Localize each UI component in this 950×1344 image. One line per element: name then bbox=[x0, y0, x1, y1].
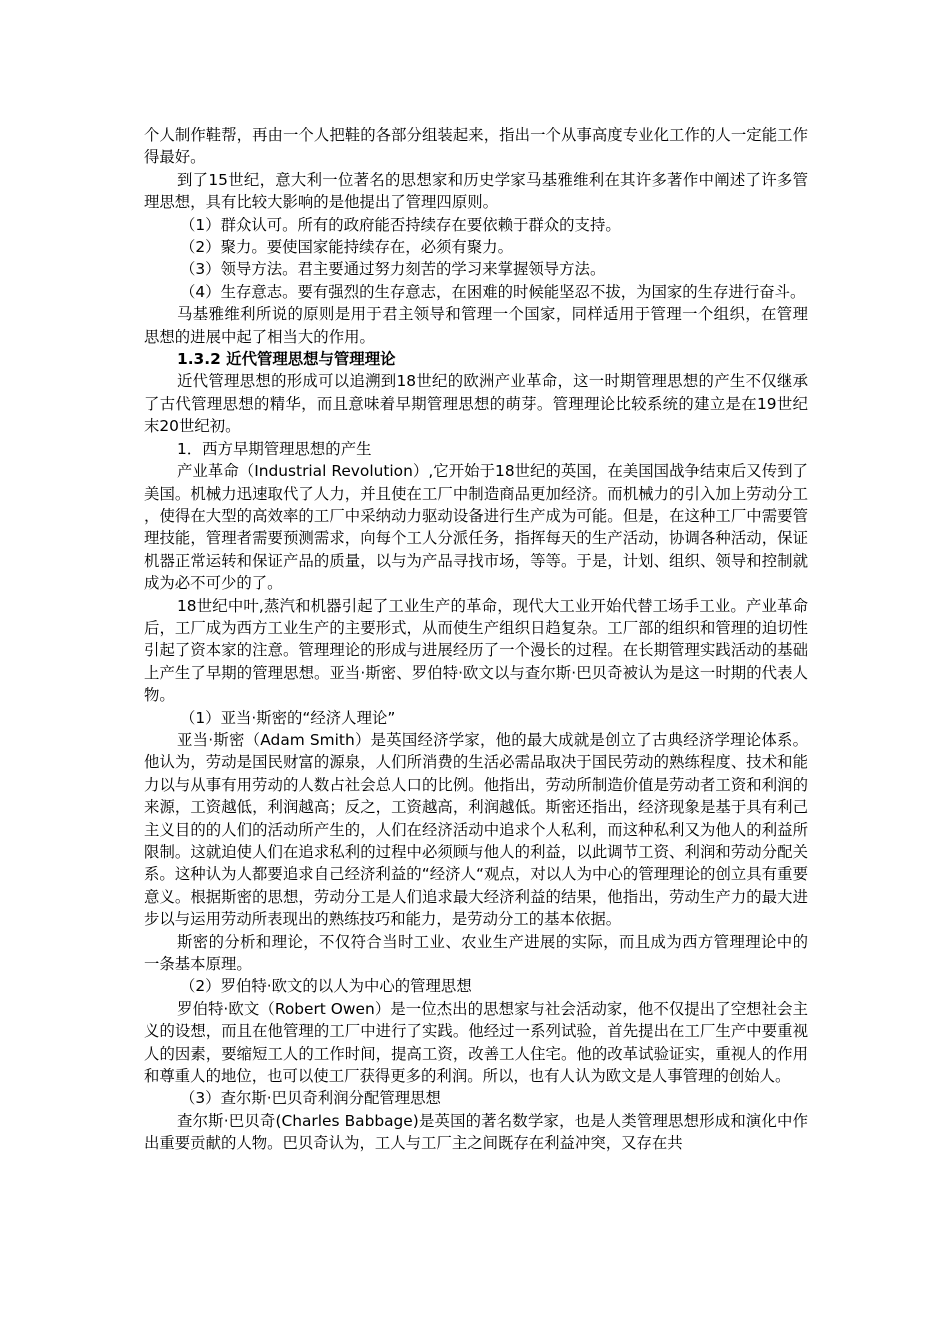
paragraph: 查尔斯·巴贝奇(Charles Babbage)是英国的著名数学家，也是人类管理思想形成和演化中作出重要贡献的人物。巴贝奇认为，工人与工厂主之间既存在利益冲突，又存在共 bbox=[144, 1111, 808, 1153]
paragraph: 18世纪中叶,蒸汽和机器引起了工业生产的革命，现代大工业开始代替工场手工业。产业革命后，工厂成为西方工业生产的主要形式，从而使生产组织日趋复杂。工厂部的组织和管理的迫切性引起了资本家的注意。管理理论的形成与进展经历了一个漫长的过程。在长期管理实践活动的基础上产生了早期的管理思想。亚当·斯密、罗伯特·欧文以与查尔斯·巴贝奇被认为是这一时期的代表人物。 bbox=[144, 596, 808, 705]
paragraph: 罗伯特·欧文（Robert Owen）是一位杰出的思想家与社会活动家，他不仅提出了空想社会主义的设想，而且在他管理的工厂中进行了实践。他经过一系列试验，首先提出在工厂生产中要重视人的因素，要缩短工人的工作时间，提高工资，改善工人住宅。他的改革试验证实，重视人的作用和尊重人的地位，也可以使工厂获得更多的利润。所以，也有人认为欧文是人事管理的创始人。 bbox=[144, 999, 808, 1086]
subsection-heading: （1）亚当·斯密的“经济人理论” bbox=[180, 708, 396, 727]
document-page bbox=[144, 124, 808, 1155]
list-item: （4）生存意志。要有强烈的生存意志，在困难的时候能坚忍不拔，为国家的生存进行奋斗。 bbox=[180, 282, 806, 301]
paragraph: 到了15世纪，意大利一位著名的思想家和历史学家马基雅维利在其许多著作中阐述了许多管理思想，具有比较大影响的是他提出了管理四原则。 bbox=[144, 170, 808, 212]
paragraph: 个人制作鞋帮，再由一个人把鞋的各部分组装起来，指出一个从事高度专业化工作的人一定能工作得最好。 bbox=[144, 126, 808, 167]
paragraph: 产业革命（Industrial Revolution）,它开始于18世纪的英国，在美国国战争结束后又传到了美国。机械力迅速取代了人力，并且使在工厂中制造商品更加经济。而机械力的引入加上劳动分工，使得在大型的高效率的工厂中采纳动力驱动设备进行生产成为可能。但是，在这种工厂中需要管理技能，管理者需要预测需求，向每个工人分派任务，指挥每天的生产活动，协调各种活动，保证机器正常运转和保证产品的质量，以与为产品寻找市场，等等。于是，计划、组织、领导和控制就成为必不可少的了。 bbox=[144, 462, 808, 593]
list-item: （1）群众认可。所有的政府能否持续存在要依赖于群众的支持。 bbox=[180, 215, 621, 234]
paragraph: 近代管理思想的形成可以追溯到18世纪的欧洲产业革命，这一时期管理思想的产生不仅继承了古代管理思想的精华，而且意味着早期管理思想的萌芽。管理理论比较系统的建立是在19世纪末20世纪初。 bbox=[144, 372, 808, 436]
list-item: （2）聚力。要使国家能持续存在，必须有聚力。 bbox=[180, 238, 513, 257]
paragraph: 马基雅维利所说的原则是用于君主领导和管理一个国家，同样适用于管理一个组织，在管理思想的进展中起了相当大的作用。 bbox=[144, 305, 808, 346]
paragraph: 亚当·斯密（Adam Smith）是英国经济学家，他的最大成就是创立了古典经济学理论体系。他认为，劳动是国民财富的源泉，人们所消费的生活必需品取决于国民劳动的熟练程度、技术和能力以与从事有用劳动的人数占社会总人口的比例。他指出，劳动所制造价值是劳动者工资和利润的来源，工资越低，利润越高；反之，工资越高，利润越低。斯密还指出，经济现象是基于具有利己主义目的的人们的活动所产生的，人们在经济活动中追求个人私利，而这种私利又为他人的利益所限制。这就迫使人们在追求私利的过程中必须顾与他人的利益，以此调节工资、利润和劳动分配关系。这种认为人都要追求自己经济利益的“经济人“观点，对以人为中心的管理理论的创立具有重要意义。根据斯密的思想，劳动分工是人们追求最大经济利益的结果，他指出，劳动生产力的最大进步以与运用劳动所表现出的熟练技巧和能力，是劳动分工的基本依据。 bbox=[144, 730, 809, 929]
section-heading: 1.3.2 近代管理思想与管理理论 bbox=[177, 350, 396, 369]
subsection-heading: （3）查尔斯·巴贝奇利润分配管理思想 bbox=[180, 1089, 441, 1108]
subsection-heading: 1．西方早期管理思想的产生 bbox=[177, 439, 372, 458]
subsection-heading: （2）罗伯特·欧文的以人为中心的管理思想 bbox=[180, 977, 472, 996]
list-item: （3）领导方法。君主要通过努力刻苦的学习来掌握领导方法。 bbox=[180, 260, 606, 279]
paragraph: 斯密的分析和理论，不仅符合当时工业、农业生产进展的实际，而且成为西方管理理论中的一条基本原理。 bbox=[144, 932, 808, 974]
